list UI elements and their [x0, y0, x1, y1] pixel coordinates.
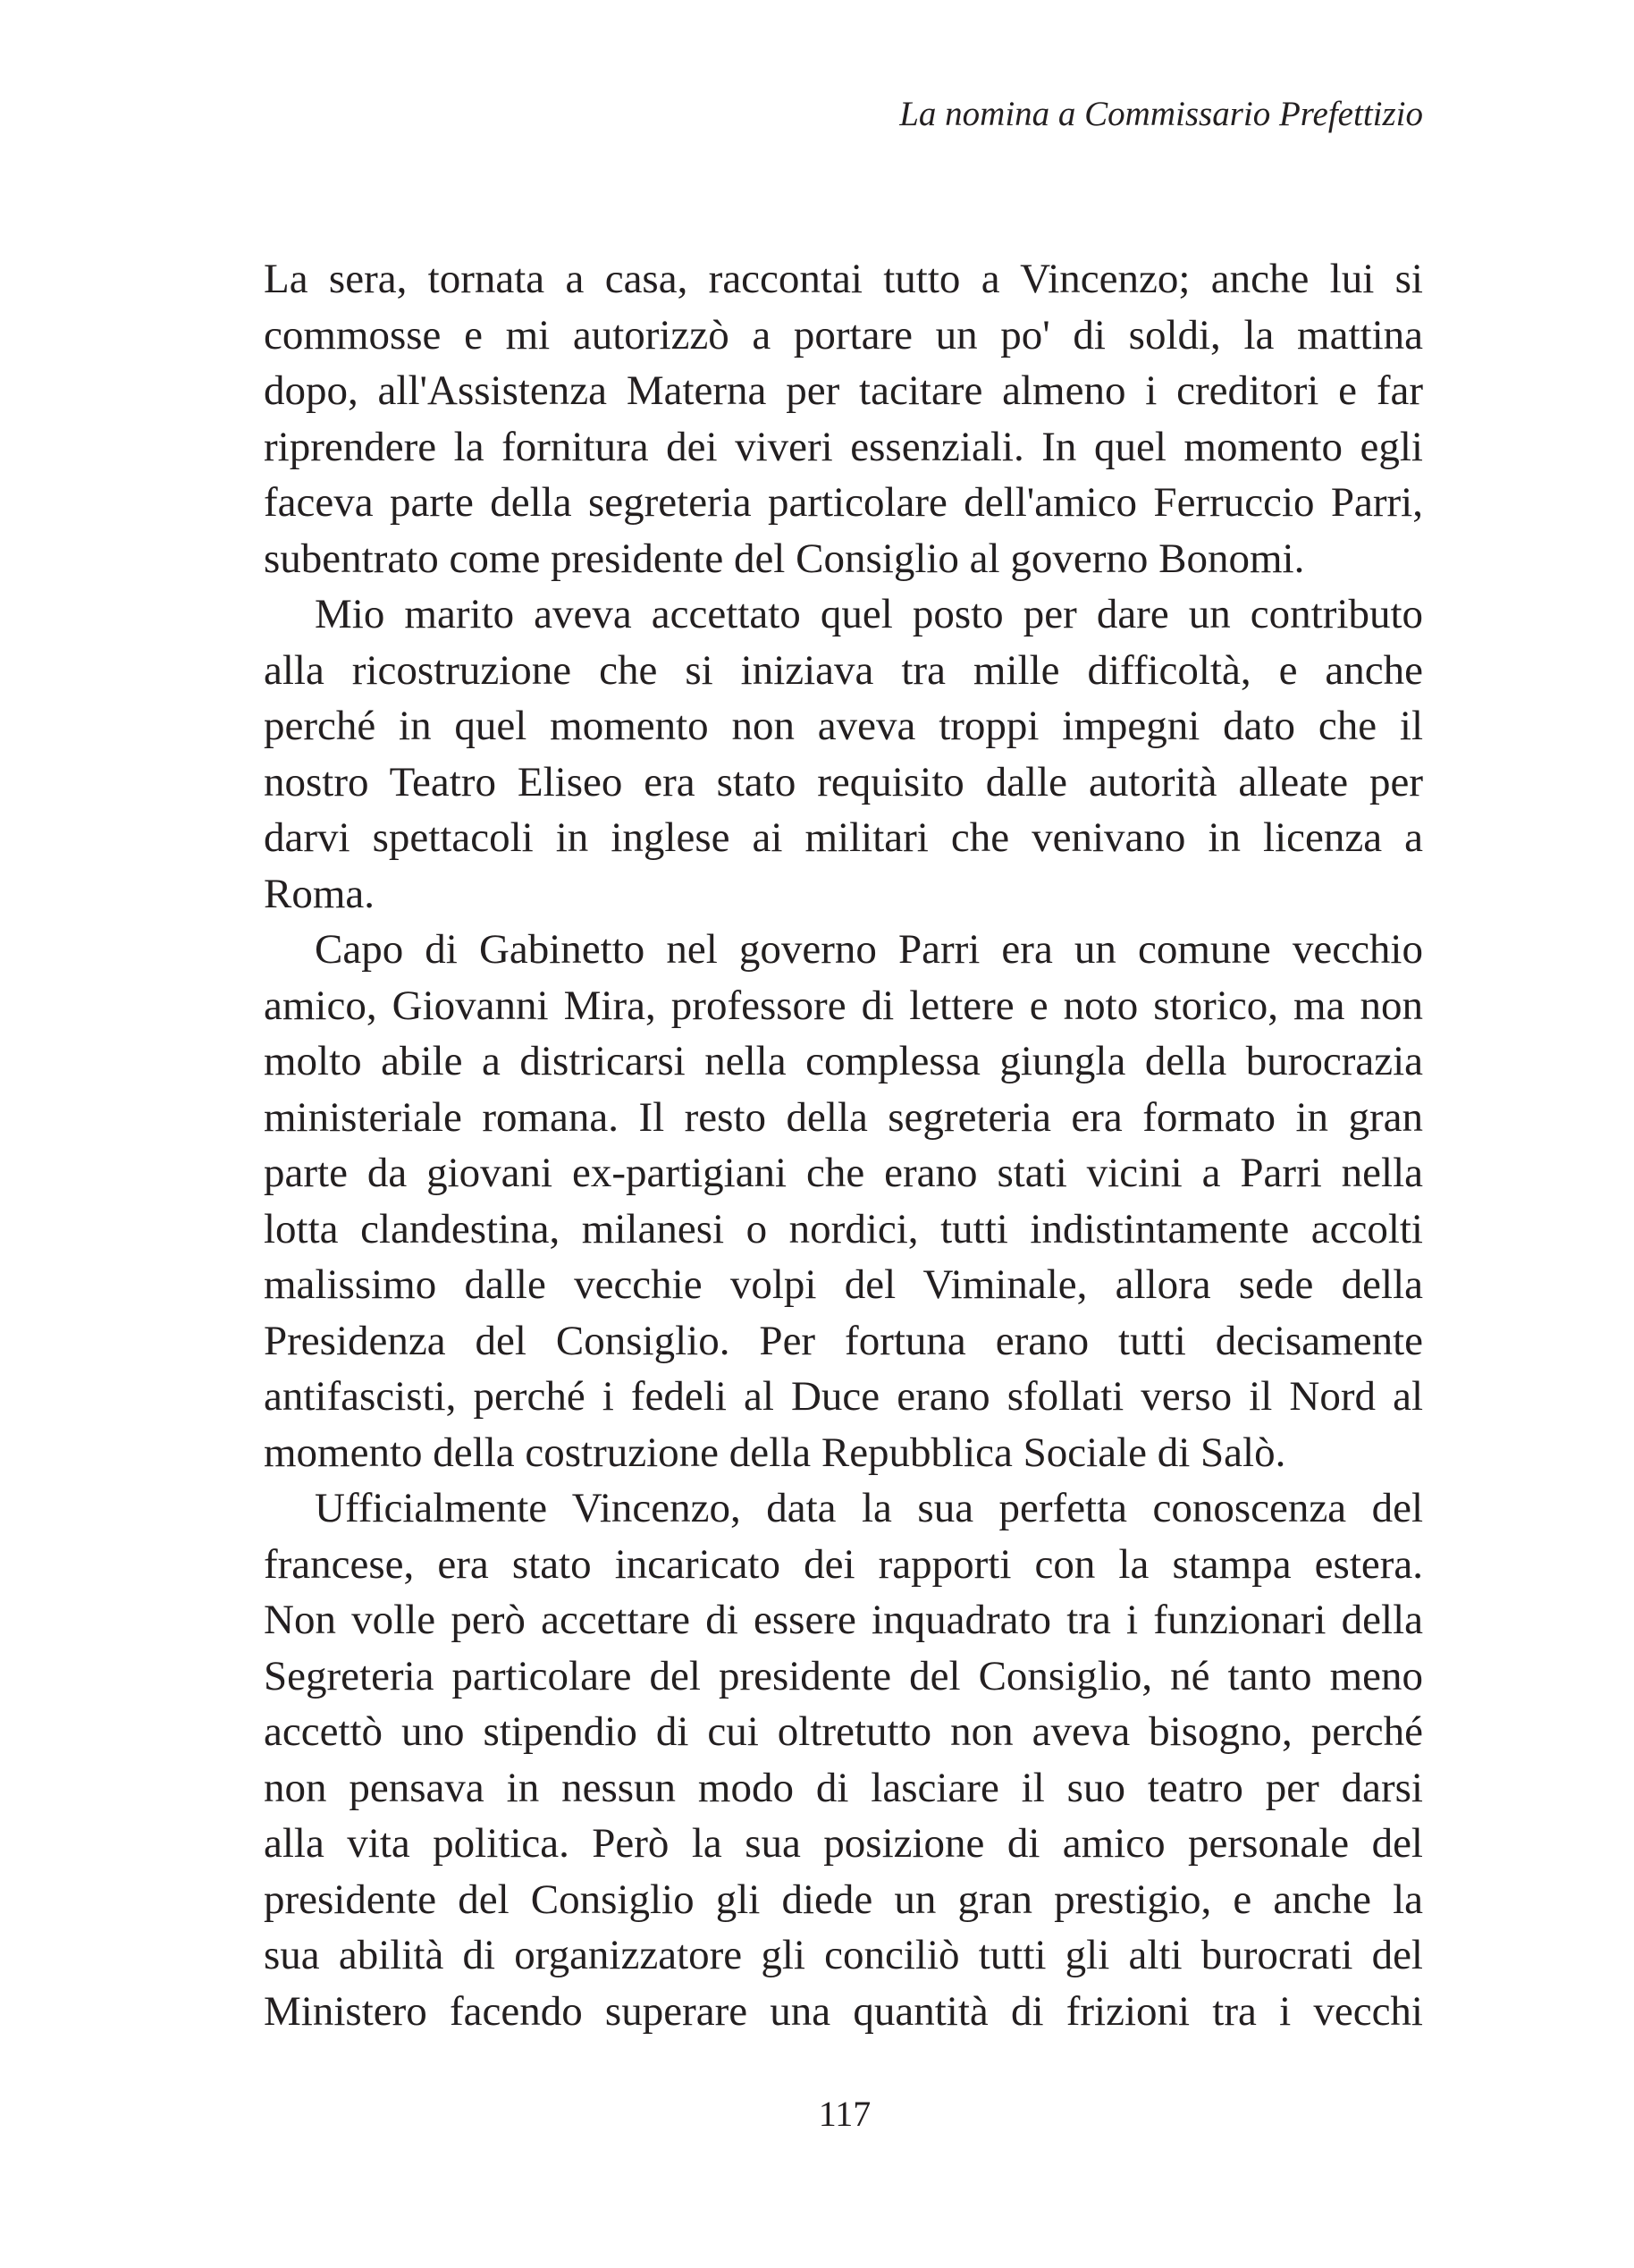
text-line: riprendere la fornitura dei viveri essenziali. In quel momento egli — [264, 423, 1423, 470]
text-line: amico, Giovanni Mira, professore di lettere e noto storico, ma non — [264, 982, 1423, 1029]
text-line: malissimo dalle vecchie volpi del Viminale, allora sede della — [264, 1261, 1423, 1308]
text-line: Capo di Gabinetto nel governo Parri era un comune vecchio — [315, 926, 1423, 973]
body-text — [264, 251, 1423, 2039]
paragraph — [264, 251, 1423, 586]
text-line: La sera, tornata a casa, raccontai tutto a Vincenzo; anche lui si — [264, 256, 1423, 302]
paragraph — [264, 1480, 1423, 2039]
text-line: Segreteria particolare del presidente del Consiglio, né tanto meno — [264, 1652, 1423, 1699]
text-line: francese, era stato incaricato dei rapporti con la stampa estera. — [264, 1540, 1423, 1588]
text-line: presidente del Consiglio gli diede un gran prestigio, e anche la — [264, 1876, 1423, 1923]
text-line: alla vita politica. Però la sua posizione di amico personale del — [264, 1820, 1423, 1867]
text-line: commosse e mi autorizzò a portare un po' di soldi, la mattina — [264, 311, 1423, 358]
text-line: Roma. — [264, 870, 375, 917]
text-line: accettò uno stipendio di cui oltretutto non aveva bisogno, perché — [264, 1708, 1423, 1755]
page-number: 117 — [818, 2094, 872, 2134]
running-head: La nomina a Commissario Prefettizio — [899, 95, 1423, 133]
text-line: sua abilità di organizzatore gli conciliò tutti gli alti burocrati del — [264, 1932, 1423, 1978]
text-line: antifascisti, perché i fedeli al Duce erano sfollati verso il Nord al — [264, 1373, 1423, 1420]
text-line: parte da giovani ex-partigiani che erano stati vicini a Parri nella — [264, 1150, 1423, 1196]
text-line: alla ricostruzione che si iniziava tra mille difficoltà, e anche — [264, 646, 1423, 694]
text-line: darvi spettacoli in inglese ai militari che venivano in licenza a — [264, 814, 1423, 861]
text-line: lotta clandestina, milanesi o nordici, tutti indistintamente accolti — [264, 1205, 1423, 1252]
text-line: dopo, all'Assistenza Materna per tacitare almeno i creditori e far — [264, 367, 1423, 414]
text-line: faceva parte della segreteria particolare dell'amico Ferruccio Parri, — [264, 479, 1423, 526]
text-line: molto abile a districarsi nella complessa giungla della burocrazia — [264, 1038, 1423, 1084]
text-line: Ufficialmente Vincenzo, data la sua perfetta conoscenza del — [315, 1485, 1423, 1531]
text-line: ministeriale romana. Il resto della segreteria era formato in gran — [264, 1093, 1423, 1141]
text-line: Presidenza del Consiglio. Per fortuna erano tutti decisamente — [264, 1317, 1423, 1364]
text-line: Mio marito aveva accettato quel posto per dare un contributo — [315, 591, 1423, 637]
paragraph — [264, 922, 1423, 1480]
text-line: perché in quel momento non aveva troppi impegni dato che il — [264, 703, 1423, 749]
text-line: non pensava in nessun modo di lasciare il suo teatro per darsi — [264, 1764, 1423, 1811]
text-line: subentrato come presidente del Consiglio al governo Bonomi. — [264, 535, 1305, 582]
paragraph — [264, 586, 1423, 922]
text-line: Ministero facendo superare una quantità di frizioni tra i vecchi — [264, 1987, 1423, 2035]
text-line: momento della costruzione della Repubblica Sociale di Salò. — [264, 1429, 1286, 1476]
text-line: Non volle però accettare di essere inquadrato tra i funzionari della — [264, 1597, 1423, 1643]
text-line: nostro Teatro Eliseo era stato requisito dalle autorità alleate per — [264, 758, 1423, 805]
